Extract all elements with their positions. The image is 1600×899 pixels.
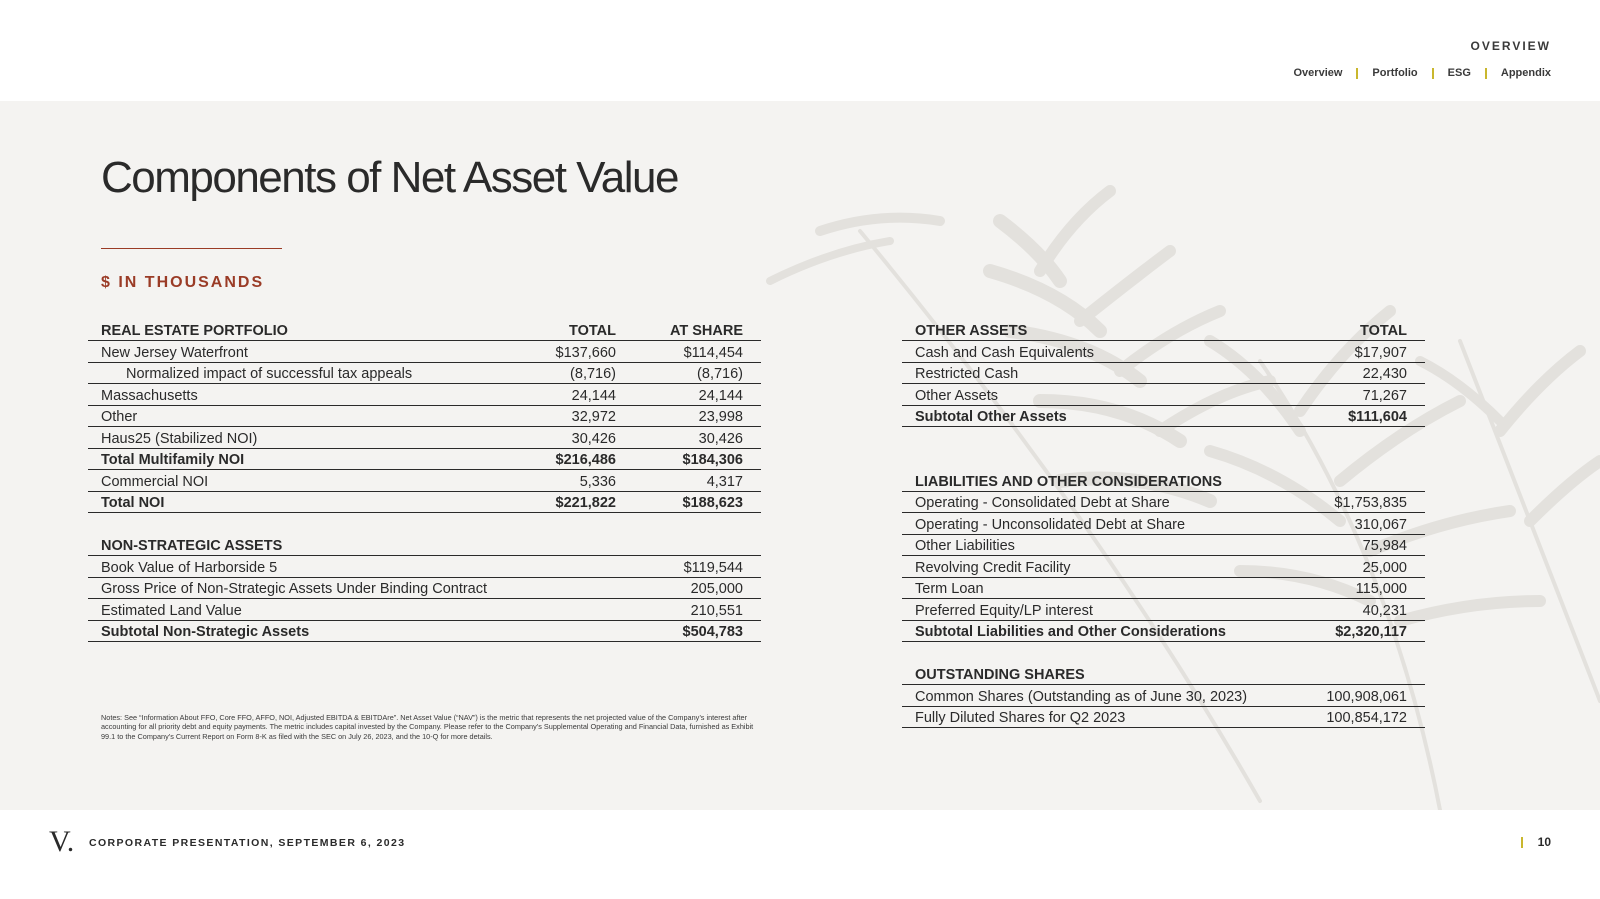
row-label: Other Assets [902,384,1287,406]
table-row [88,427,761,449]
column-header: TOTAL [1287,319,1425,341]
cell-value: 210,551 [634,599,761,621]
cell-at-share: 23,998 [634,405,761,427]
presentation-caption: CORPORATE PRESENTATION, SEPTEMBER 6, 2023 [89,837,406,849]
cell-at-share: $114,454 [634,341,761,363]
table-row [902,362,1425,384]
table-row [902,341,1425,363]
column-header: OTHER ASSETS [902,319,1287,341]
table-row [88,384,761,406]
spacer-row [88,513,761,535]
top-navigation [1294,67,1552,79]
cell-total: $216,486 [529,448,634,470]
cell-total: 100,854,172 [1287,706,1425,728]
company-logo: V. [49,825,75,858]
row-label: Subtotal Other Assets [902,405,1287,427]
subtotal-row [902,620,1425,642]
row-label: Total Multifamily NOI [88,448,529,470]
cell-total: (8,716) [529,362,634,384]
column-header: TOTAL [529,319,634,341]
title-underline [101,248,282,249]
cell-total: 115,000 [1287,577,1425,599]
table-header-row [88,319,761,341]
cell-total: $2,320,117 [1287,620,1425,642]
column-header: AT SHARE [634,319,761,341]
cell-at-share: $184,306 [634,448,761,470]
table-row [88,556,761,578]
nav-link-overview[interactable]: Overview [1293,67,1343,79]
cell-value: 205,000 [634,577,761,599]
cell-total: 40,231 [1287,599,1425,621]
cell-total: 30,426 [529,427,634,449]
table-row [88,362,761,384]
units-label: $ IN THOUSANDS [101,274,265,291]
table-row [902,556,1425,578]
page-header [0,0,1600,101]
table-row [902,534,1425,556]
cell-total: 32,972 [529,405,634,427]
page-number: 10 [1537,835,1551,849]
cell-total: $137,660 [529,341,634,363]
row-label: Book Value of Harborside 5 [88,556,529,578]
row-label: Estimated Land Value [88,599,529,621]
cell-total: 71,267 [1287,384,1425,406]
total-row [88,491,761,513]
row-label: Total NOI [88,491,529,513]
row-label: Commercial NOI [88,470,529,492]
cell-total: 5,336 [529,470,634,492]
cell-total: 25,000 [1287,556,1425,578]
cell-at-share: 30,426 [634,427,761,449]
row-label: Other [88,405,529,427]
section-header: OUTSTANDING SHARES [902,663,1287,685]
cell-total: $17,907 [1287,341,1425,363]
row-label: Fully Diluted Shares for Q2 2023 [902,706,1287,728]
page-number-separator [1521,837,1523,848]
spacer-row [902,427,1425,449]
nav-link-appendix[interactable]: Appendix [1500,67,1551,79]
cell-total: $1,753,835 [1287,491,1425,513]
cell-total: $221,822 [529,491,634,513]
nav-separator [1485,68,1487,79]
slide-content [0,101,1600,810]
table-header-row [902,663,1425,685]
row-label: New Jersey Waterfront [88,341,529,363]
page-number-wrap [1521,835,1551,849]
row-label: Term Loan [902,577,1287,599]
cell-total: 75,984 [1287,534,1425,556]
table-row [902,384,1425,406]
table-row [902,685,1425,707]
table-row [88,599,761,621]
table-row [902,577,1425,599]
row-label: Normalized impact of successful tax appeals [88,362,529,384]
cell-at-share: 24,144 [634,384,761,406]
real-estate-table [88,319,761,642]
row-label: Subtotal Non-Strategic Assets [88,620,529,642]
row-label: Operating - Unconsolidated Debt at Share [902,513,1287,535]
cell-total: 22,430 [1287,362,1425,384]
row-label: Subtotal Liabilities and Other Considerations [902,620,1287,642]
section-header: NON-STRATEGIC ASSETS [88,534,529,556]
page-footer [0,810,1600,899]
table-header-row [902,319,1425,341]
row-label: Haus25 (Stabilized NOI) [88,427,529,449]
other-assets-liabilities-table [902,319,1425,728]
table-row [902,513,1425,535]
column-header: REAL ESTATE PORTFOLIO [88,319,529,341]
cell-at-share: (8,716) [634,362,761,384]
section-header: LIABILITIES AND OTHER CONSIDERATIONS [902,470,1287,492]
row-label: Operating - Consolidated Debt at Share [902,491,1287,513]
cell-total: 24,144 [529,384,634,406]
spacer-row [902,642,1425,664]
row-label: Gross Price of Non-Strategic Assets Under Binding Contract [88,577,529,599]
cell-total: 100,908,061 [1287,685,1425,707]
nav-link-portfolio[interactable]: Portfolio [1372,67,1418,79]
cell-at-share: $188,623 [634,491,761,513]
cell-value: $119,544 [634,556,761,578]
footnotes: Notes: See “Information About FFO, Core FFO, AFFO, NOI, Adjusted EBITDA & EBITDAre”. Net Asset Value (“NAV”) is the metric that represents the net projected value of the Company’s interest after accounting for all priority debt and equity payments. The metric includes capital invested by the Company. Please refer to the Company’s Supplemental Operating and Financial Data, furnished as Exhibit 99.1 to the Company’s Current Report on Form 8-K as filed with the SEC on July 26, 2023, and the 10-Q for more details. [101,713,754,741]
row-label: Massachusetts [88,384,529,406]
row-label: Common Shares (Outstanding as of June 30, 2023) [902,685,1287,707]
cell-total: $111,604 [1287,405,1425,427]
table-header-row [88,534,761,556]
row-label: Other Liabilities [902,534,1287,556]
nav-link-esg[interactable]: ESG [1447,67,1471,79]
section-label: OVERVIEW [1470,39,1551,53]
page-title: Components of Net Asset Value [101,153,678,202]
cell-at-share: 4,317 [634,470,761,492]
subtotal-row [88,620,761,642]
spacer-row [902,448,1425,470]
table-row [88,405,761,427]
table-header-row [902,470,1425,492]
table-row [902,491,1425,513]
row-label: Revolving Credit Facility [902,556,1287,578]
row-label: Restricted Cash [902,362,1287,384]
table-row [88,470,761,492]
subtotal-row [902,405,1425,427]
cell-value: $504,783 [634,620,761,642]
cell-total: 310,067 [1287,513,1425,535]
row-label: Preferred Equity/LP interest [902,599,1287,621]
nav-separator [1432,68,1434,79]
table-row [902,599,1425,621]
nav-separator [1356,68,1358,79]
row-label: Cash and Cash Equivalents [902,341,1287,363]
table-row [88,577,761,599]
table-row [902,706,1425,728]
table-row [88,341,761,363]
subtotal-row [88,448,761,470]
